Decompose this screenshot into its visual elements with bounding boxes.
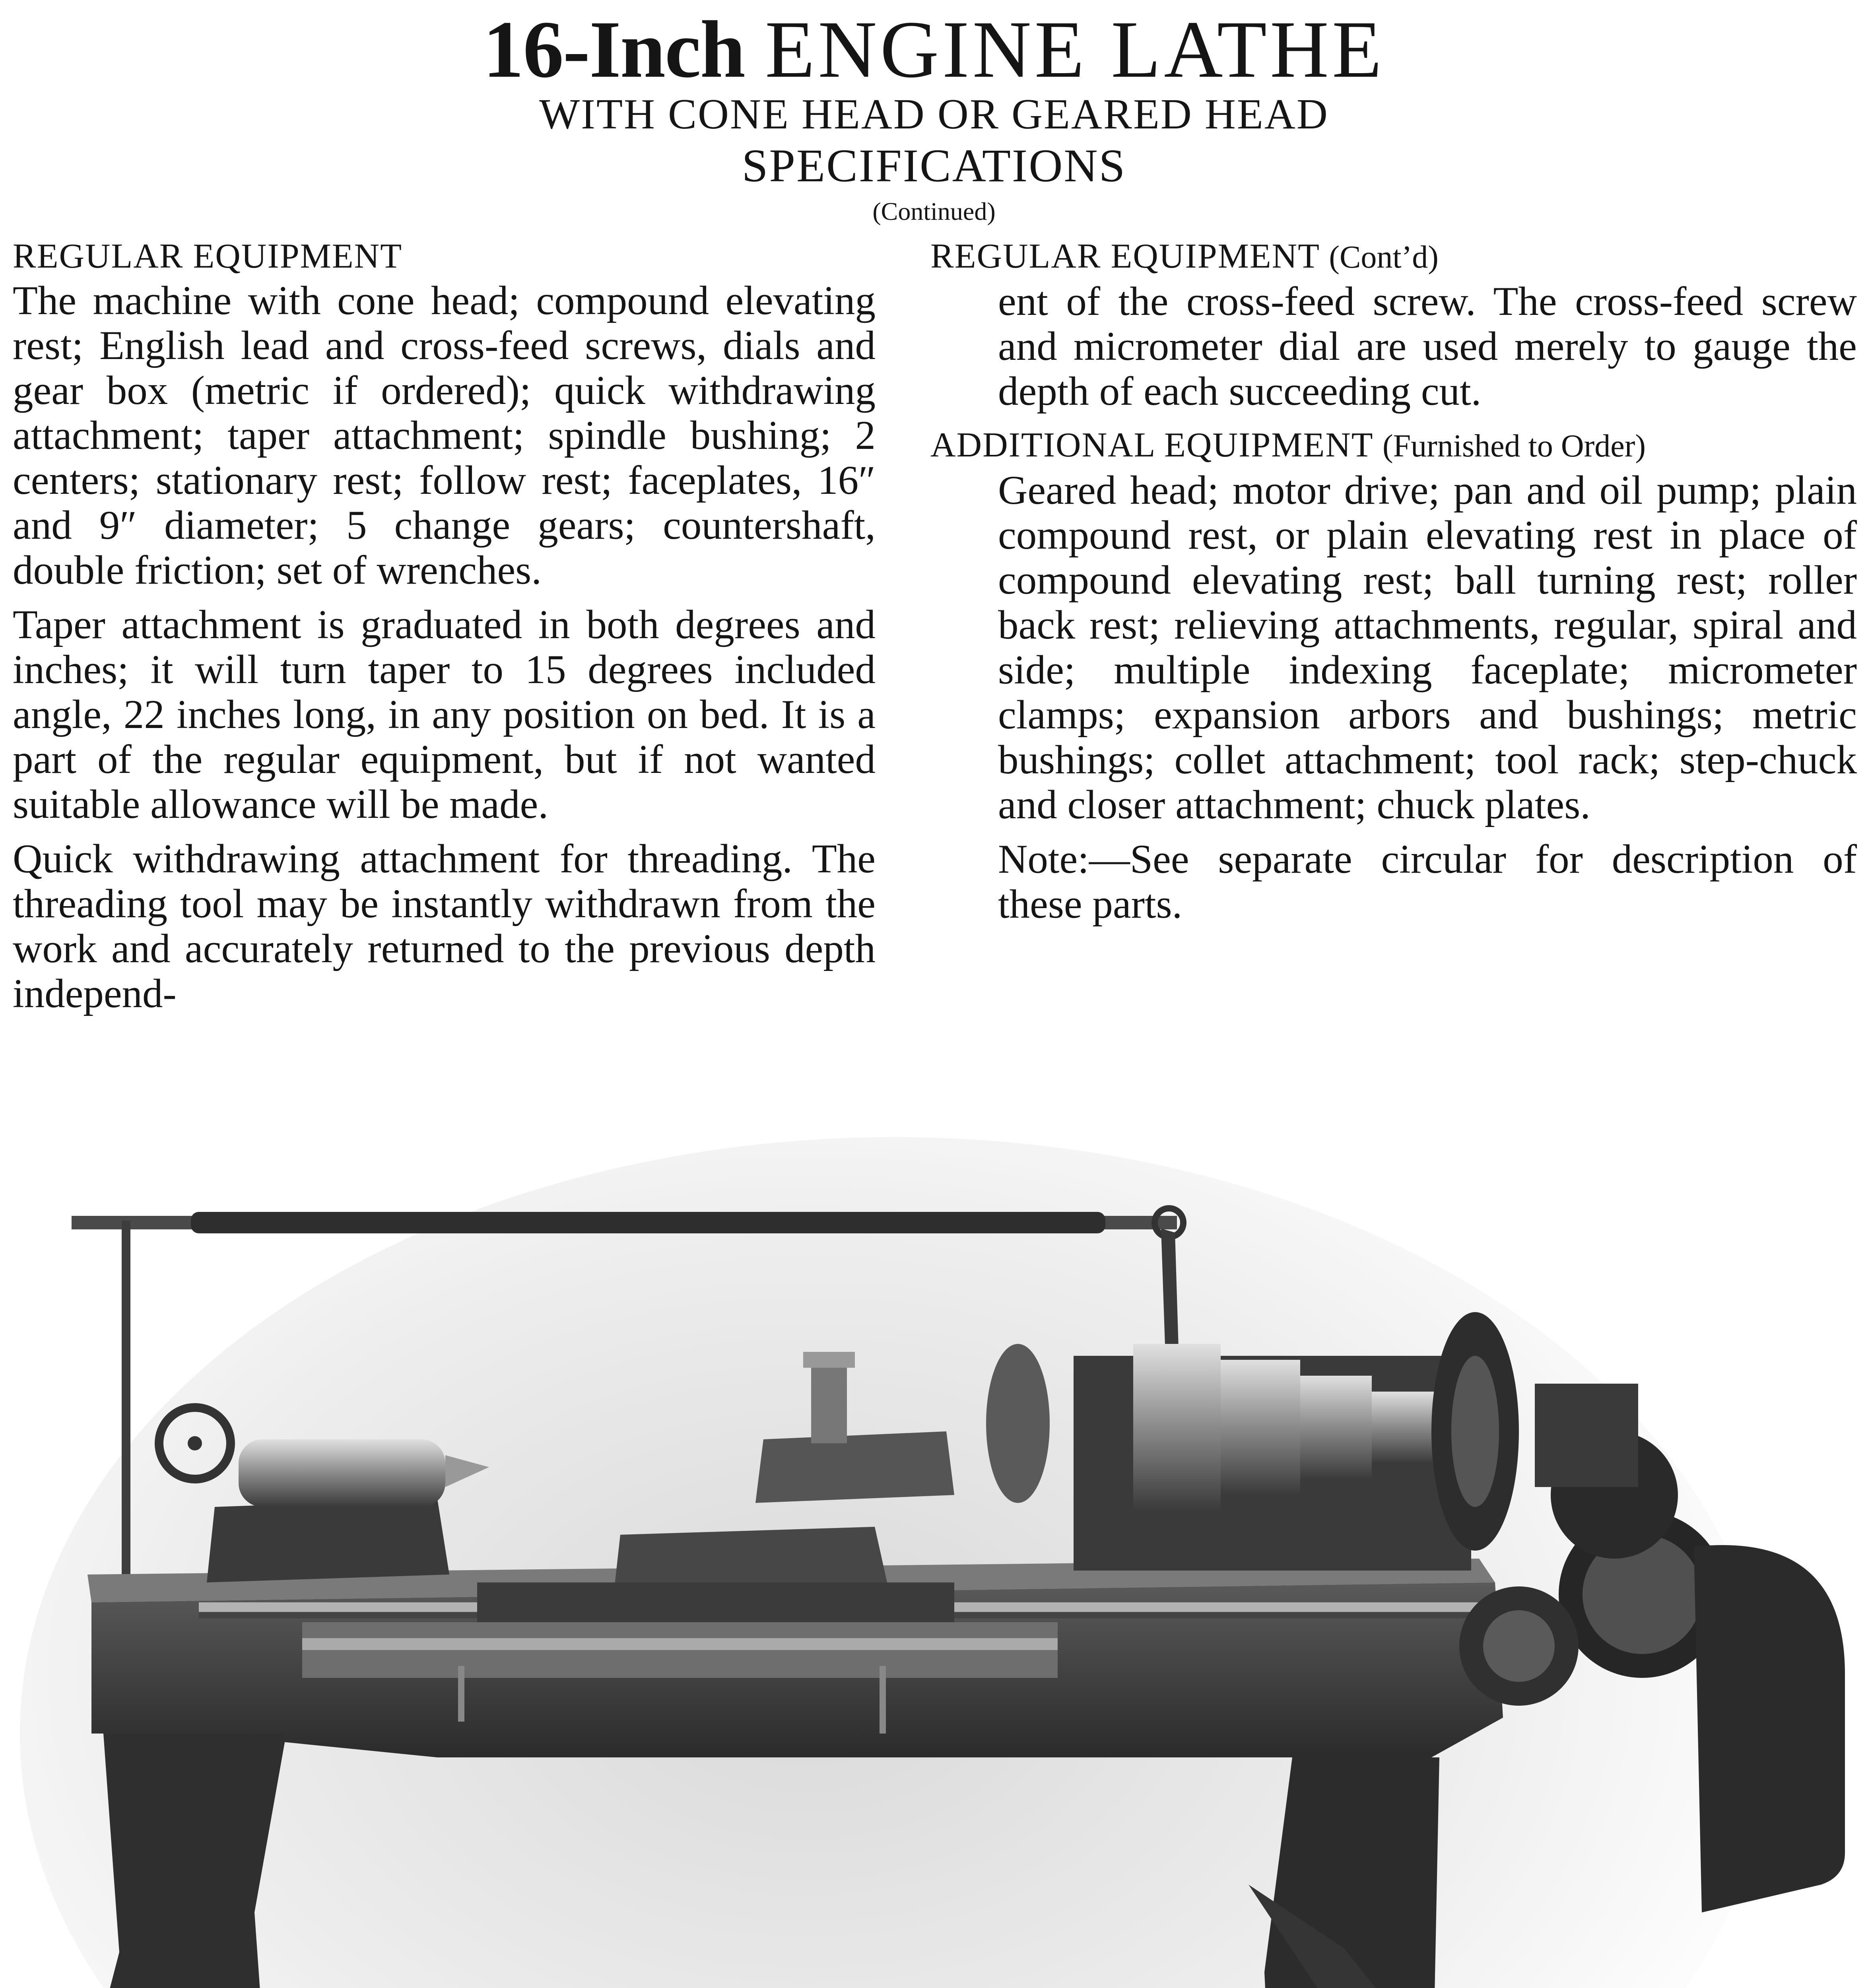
regular-equipment-contd-heading (930, 235, 1857, 279)
page-subtitle: WITH CONE HEAD OR GEARED HEAD (539, 91, 1329, 138)
heading-text: ADDITIONAL EQUIPMENT (930, 426, 1373, 464)
section-heading: SPECIFICATIONS (742, 140, 1126, 192)
heading-suffix: (Furnished to Order) (1382, 429, 1646, 464)
lathe-photo (0, 1137, 1868, 1988)
continued-note: (Continued) (872, 197, 996, 225)
note-paragraph: Note:—See separate circular for description of these parts. (998, 837, 1857, 927)
additional-equipment-heading (930, 423, 1857, 468)
right-column (930, 235, 1857, 927)
withdrawing-continued-paragraph: ent of the cross-feed screw. The cross-feed screw and micrometer dial are used merely to gauge the depth of each succeeding cut. (998, 279, 1857, 414)
withdrawing-attachment-paragraph: Quick withdrawing attachment for threading. The threading tool may be instantly withdrawn from the work and accurately returned to the previous depth independ- (13, 836, 876, 1016)
regular-equipment-list: The machine with cone head; compound elevating rest; English lead and cross-feed screws, dials and gear box (metric if ordered); quick withdrawing attachment; taper attachment; spindle bushing; 2 centers; stationary rest; follow rest; faceplates, 16″ and 9″ diameter; 5 change gears; countershaft, double friction; set of wrenches. (13, 278, 876, 593)
left-column (13, 235, 876, 1026)
title-size: 16-Inch (483, 4, 745, 95)
regular-equipment-heading: REGULAR EQUIPMENT (13, 237, 402, 276)
page-title (0, 4, 1868, 95)
lathe-illustration (0, 1137, 1868, 1988)
taper-attachment-paragraph: Taper attachment is graduated in both degrees and inches; it will turn taper to 15 degrees included angle, 22 inches long, in any position on bed. It is a part of the regular equipment, but if not wanted suitable allowance will be made. (13, 602, 876, 827)
additional-equipment-list: Geared head; motor drive; pan and oil pump; plain compound rest, or plain elevating rest in place of compound elevating rest; ball turning rest; roller back rest; relieving attachments, regular, spiral and side; multiple indexing faceplate; micrometer clamps; expansion arbors and bushings; metric bushings; collet attachment; tool rack; step-chuck and closer attachment; chuck plates. (998, 468, 1857, 827)
title-name: ENGINE LATHE (765, 4, 1385, 95)
heading-text: REGULAR EQUIPMENT (930, 237, 1320, 276)
heading-suffix: (Cont’d) (1329, 240, 1439, 275)
